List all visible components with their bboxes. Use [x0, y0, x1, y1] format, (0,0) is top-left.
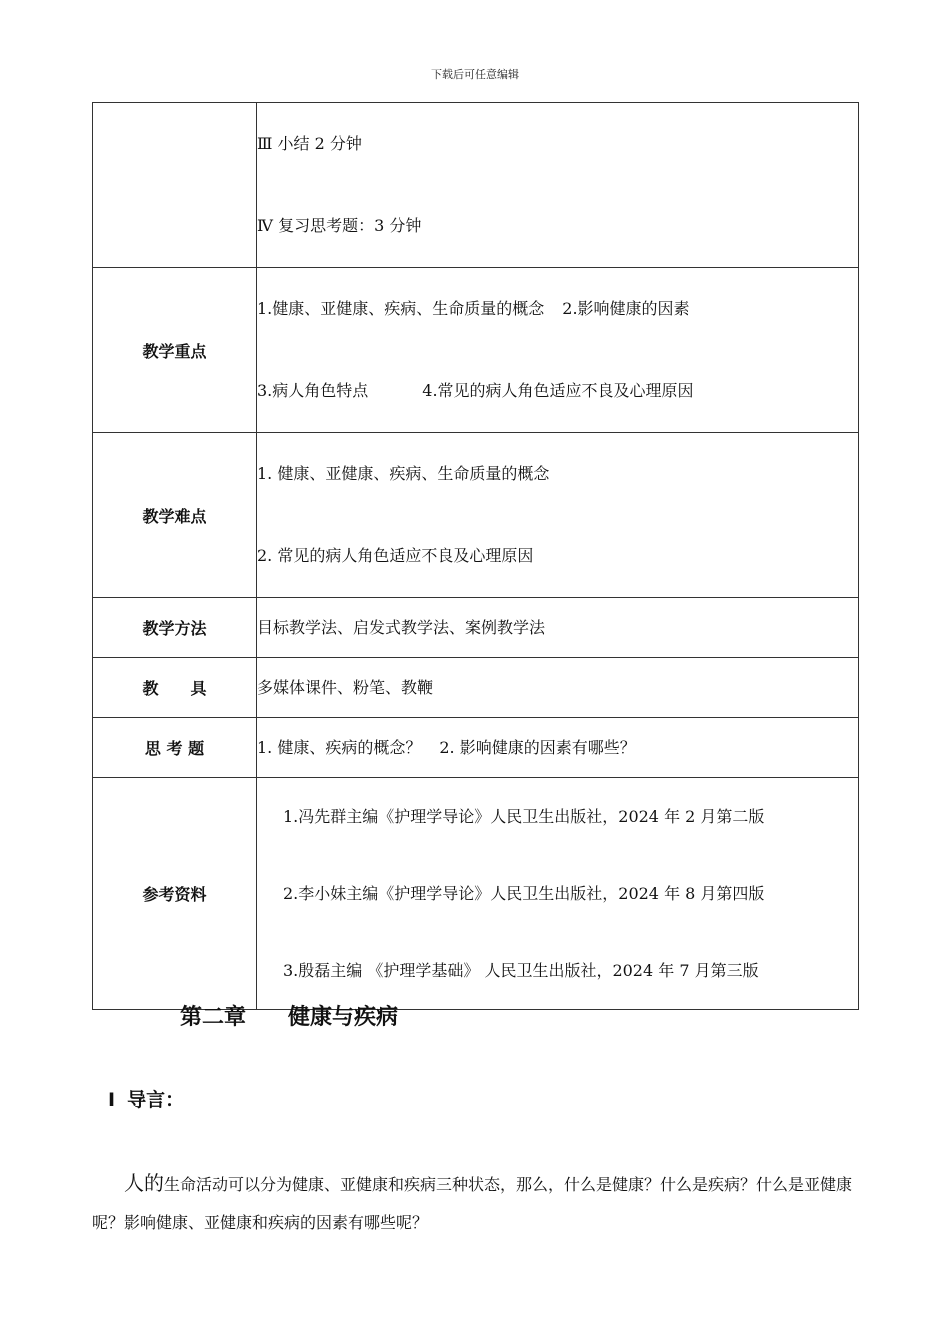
question-1: 1. 健康、疾病的概念？: [257, 738, 422, 757]
table-row: [93, 718, 859, 778]
focus-item-1: 1.健康、亚健康、疾病、生命质量的概念: [257, 299, 545, 318]
table-row: [93, 433, 859, 598]
table-row: [93, 103, 859, 268]
focus-content: [257, 268, 859, 433]
empty-label-cell: [93, 103, 257, 268]
table-row: [93, 778, 859, 1010]
questions-line: [257, 718, 858, 777]
method-value: 目标教学法、启发式教学法、案例教学法: [257, 618, 546, 637]
tools-value: 多媒体课件、粉笔、教鞭: [257, 678, 434, 697]
paragraph-lead: 人的: [124, 1171, 164, 1195]
difficulty-line-1: 1. 健康、亚健康、疾病、生命质量的概念: [257, 464, 550, 483]
method-label: 教学方法: [93, 598, 257, 658]
section-heading: [108, 1085, 184, 1112]
references-content: [257, 778, 859, 1010]
reference-item: 2.李小妹主编《护理学导论》人民卫生出版社，2024 年 8 月第四版: [283, 884, 765, 903]
table-row: [93, 658, 859, 718]
tools-content: [257, 658, 859, 718]
focus-item-3: 3.病人角色特点: [257, 381, 369, 400]
tools-label: 教 具: [93, 658, 257, 718]
reference-item: 3.殷磊主编 《护理学基础》 人民卫生出版社，2024 年 7 月第三版: [283, 961, 759, 980]
question-2: 2. 影响健康的因素有哪些？: [439, 738, 636, 757]
section-title: 导言：: [127, 1089, 185, 1111]
paragraph-text: 生命活动可以分为健康、亚健康和疾病三种状态，那么，什么是健康？什么是疾病？什么是亚健康呢？影响健康、亚健康和疾病的因素有哪些呢？: [92, 1175, 853, 1232]
chapter-number: 第二章: [180, 1005, 247, 1030]
lesson-plan-table: [92, 102, 859, 1010]
page-header: 下载后可任意编辑: [431, 68, 519, 81]
reference-item: 1.冯先群主编《护理学导论》人民卫生出版社，2024 年 2 月第二版: [283, 807, 765, 826]
questions-content: [257, 718, 859, 778]
chapter-heading: [180, 1000, 398, 1031]
content-cell: [257, 103, 859, 268]
focus-label: 教学重点: [93, 268, 257, 433]
focus-item-4: 4.常见的病人角色适应不良及心理原因: [422, 381, 694, 400]
method-content: [257, 598, 859, 658]
focus-line-2: [257, 350, 858, 432]
difficulty-label: 教学难点: [93, 433, 257, 598]
difficulty-line-2: 2. 常见的病人角色适应不良及心理原因: [257, 546, 534, 565]
review-line: Ⅳ 复习思考题：3 分钟: [257, 216, 422, 235]
focus-line-1: [257, 268, 858, 350]
chapter-title: 健康与疾病: [288, 1005, 399, 1030]
section-numeral: Ⅰ: [108, 1089, 116, 1111]
difficulty-content: [257, 433, 859, 598]
questions-label: 思 考 题: [93, 718, 257, 778]
table-row: [93, 268, 859, 433]
intro-paragraph: [92, 1164, 882, 1242]
table-row: [93, 598, 859, 658]
references-label: 参考资料: [93, 778, 257, 1010]
summary-line: Ⅲ 小结 2 分钟: [257, 134, 362, 153]
focus-item-2: 2.影响健康的因素: [562, 299, 690, 318]
